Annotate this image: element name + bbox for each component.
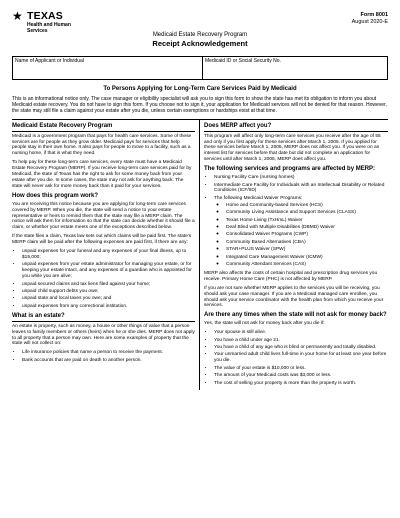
form-title: Receipt Acknowledgement: [152, 39, 248, 48]
star-icon: ★: [12, 9, 23, 23]
waiver-item: ◦ Community Based Alternatives (CBA): [226, 240, 388, 246]
list-item: • Your unmarried adult child lives full-time in your home for at least one year before you die.: [214, 352, 388, 364]
applicant-name-label: Name of Applicant or Individual: [15, 58, 84, 64]
exception-list: [204, 330, 388, 386]
waiver-list: [214, 203, 388, 268]
section-heading: Are there any times when the state will not ask for money back?: [204, 312, 387, 319]
services-list: [204, 175, 388, 268]
intro-paragraph: This is an informational notice only. The case manager or eligibility specialist will ask you to sign this form to show the state has met its obligation to inform you about Medicaid estate recovery. You do not have to sign this form. If you choose not to sign it, your application for Medicaid services will not be denied for that reason. However, the state may still file a claim against your estate after you die, unless certain exemptions or hardships exist at that time.: [12, 96, 387, 115]
paragraph: MERP also affects the costs of certain hospital and prescription drug services you receive. Primary Home Care (PHC) is not affected by MERP.: [204, 270, 378, 282]
logo-agency: Health and Human Services: [27, 22, 71, 34]
list-item: • unpaid expenses from any correctional institution.: [22, 304, 195, 310]
waiver-item: ◦ Community Living Assistance and Support Services (CLASS): [226, 210, 388, 216]
expense-list: [12, 249, 195, 310]
paragraph: Yes, the state will not ask for money back after you die if:: [204, 321, 325, 327]
paragraph: This program will affect only long-term care services you receive after the age of 55 and only if you first apply for these services after March 1, 2005. If you applied for these services before March 1, 2005, MERP does not affect you. If you were on an interest list for services before that date but did not complete an application for services until after March 1, 2005, MERP does affect you.: [204, 133, 381, 163]
section-heading: How does this program work?: [12, 192, 99, 199]
waiver-item: ◦ Deaf Blind with Multiple Disabilities (DBMD) Waiver: [226, 225, 388, 231]
list-item: • You have a child of any age who is blind or permanently and totally disabled.: [214, 345, 388, 351]
list-item: • unpaid expenses for your funeral and any expenses of your final illness, up to $15,000;: [22, 249, 195, 261]
notice-subheading: To Persons Applying for Long-Term Care Services Paid by Medicaid: [103, 86, 297, 92]
list-item-label: The following Medicaid Waiver Programs:: [214, 195, 303, 201]
list-item: • unpaid secured claims and tax liens filed against your home;: [22, 282, 195, 288]
list-item: • Life insurance policies that name a person to receive the payment.: [22, 350, 195, 356]
section-heading: Medicaid Estate Recovery Program: [12, 123, 195, 132]
paragraph: If the state files a claim, Texas law sets out which claims will be paid first. The state's MERP claim will be paid after the following expenses are paid first, if there are any:: [12, 234, 192, 246]
list-item: • The amount of your Medicaid costs was $3,000 or less.: [214, 373, 388, 379]
section-heading: What is an estate?: [12, 313, 195, 322]
section-heading: The following services and programs are affected by MERP:: [204, 166, 376, 173]
list-item: • Nursing Facility Care (nursing homes): [214, 175, 388, 181]
list-item: • unpaid child support debts you owe;: [22, 289, 195, 295]
paragraph: You are receiving this notice because you are applying for long-term care services covered by MERP. When you die, the state will send a notice to your estate representative or heirs to remind them that the state may file a MERP claim. The notice will ask them for information so that the state can decide whether it should file a claim, or whether your estate meets one of the exceptions described below.: [12, 201, 195, 231]
property-list: [12, 350, 195, 363]
waiver-item: ◦ Integrated Care Management Waiver (ICMW): [226, 255, 388, 261]
waiver-item: ◦ Home and Community-based Services (HCS): [226, 203, 388, 209]
medicaid-id-field[interactable]: [203, 57, 387, 79]
applicant-name-field[interactable]: [13, 57, 203, 79]
form-number-block: [352, 12, 388, 26]
header: [12, 8, 388, 54]
list-item: • Bank accounts that are paid on death to another person.: [22, 358, 195, 364]
applicant-fields: [12, 56, 388, 80]
section-heading: Does MERP affect you?: [204, 123, 388, 132]
paragraph: An estate is property, such as money, a house or other things of value that a person leaves to family members or others (heirs) when he or she dies. MERP does not apply to all property that a person may own. Here are some examples of property that the state will not collect on:: [12, 323, 195, 347]
program-name: Medicaid Estate Recovery Program: [152, 32, 248, 38]
two-column-body: [12, 119, 388, 390]
medicaid-id-label: Medicaid ID or Social Security No.: [205, 58, 281, 64]
waiver-item: ◦ Consolidated Waiver Programs (CWP): [226, 232, 388, 238]
list-item: • Your spouse is still alive.: [214, 330, 388, 336]
form-date: August 2020-E: [351, 19, 388, 25]
waiver-item: ◦ Community Attendant Services (CAS): [226, 262, 388, 268]
paragraph: If you are not sure whether MERP applies to the services you will be receiving, you should ask your case manager. If you are a Medicaid managed care enrollee, you should ask your service coordinator with the health plan from which you receive your services.: [204, 285, 384, 309]
list-item: • unpaid state and local taxes you owe; and: [22, 296, 195, 302]
list-item: • unpaid expenses from your estate administrator for managing your estate, or for keeping your estate intact, and any expenses of a guardian who is appointed for you while you are alive;: [22, 262, 195, 280]
left-column: [12, 120, 200, 390]
list-item: • Intermediate Care Facility for Individuals with an Intellectual Disability or Related Conditions (ICF/IID): [214, 183, 388, 195]
waiver-item: ◦ STAR+PLUS Waiver (SPW): [226, 247, 388, 253]
page-title: [12, 32, 388, 48]
paragraph: Medicaid is a government program that pays for health care services. Some of these services are for people as they grow older. Medicaid pays for services that help people stay in their own home. It also pays for people to move to a facility, such as a nursing home, if that is what they need.: [12, 133, 192, 157]
form-number: Form 8001: [360, 12, 388, 18]
paragraph: To help pay for these long-term care services, every state must have a Medicaid Estate Recovery Program (MERP). If you receive long-term care services paid for by Medicaid, the state of Texas has the right to ask for some money back from your estate after you die. In some cases, the state may not ask for anything back. The state will never ask for more money back than it paid for your services.: [12, 160, 192, 189]
right-column: [200, 120, 388, 390]
list-item: • The cost of selling your property is more than the property is worth.: [214, 381, 388, 387]
logo-state: TEXAS: [27, 10, 64, 22]
list-item: • The value of your estate is $10,000 or less.: [214, 366, 388, 372]
waiver-item: ◦ Texas Home Living (TxHmL) Waiver: [226, 218, 388, 224]
list-item: • You have a child under age 21.: [214, 338, 388, 344]
list-item: [214, 196, 388, 268]
document-page: [12, 8, 388, 390]
